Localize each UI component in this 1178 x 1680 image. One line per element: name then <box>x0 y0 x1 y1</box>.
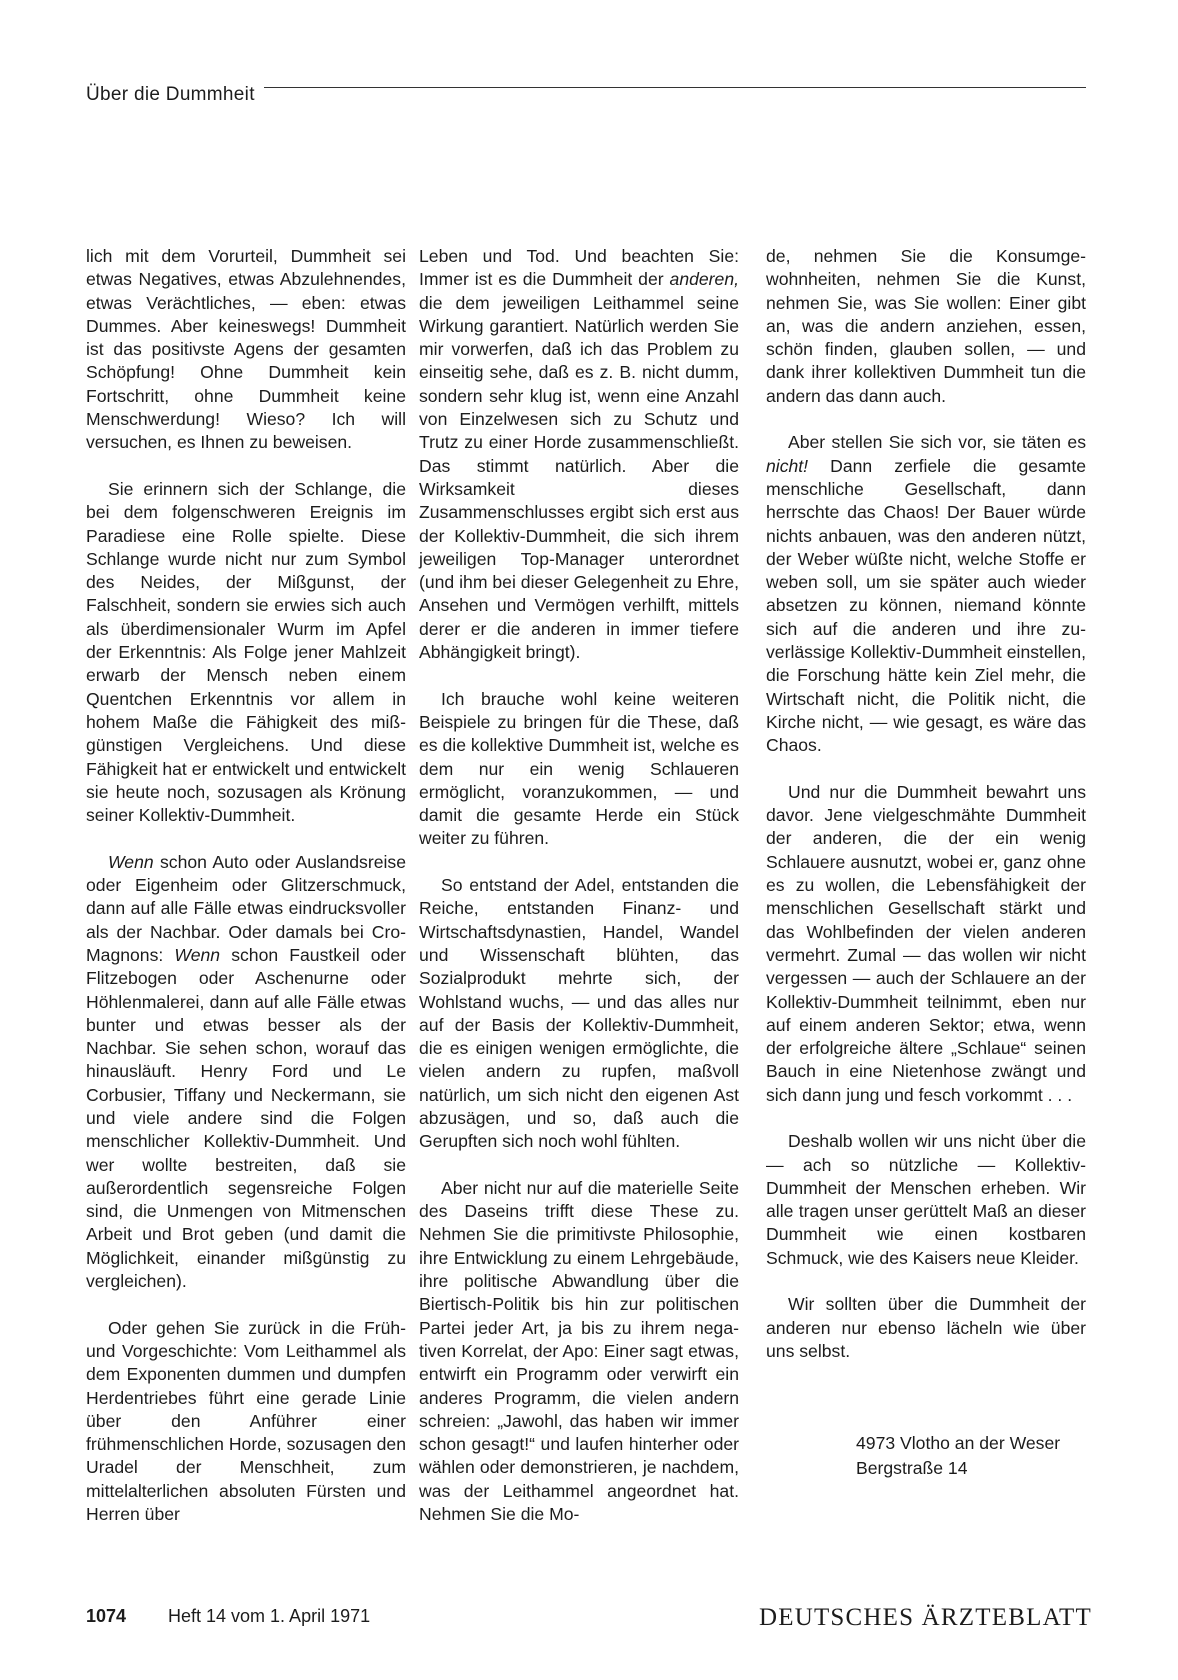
paragraph: Aber nicht nur auf die materielle Seite des Daseins trifft diese These zu. Nehmen Sie die primitivste Philosophie, ihre Entwicklung zu einem Lehrgebäude, ihre politische Abwandlung über die Biertisch-Politik bis hin zur politischen Partei jeder Art, ja bis zu ihrem negativen Korrelat, der Apo: Einer sagt etwas, entwirft ein Programm oder verwirft ein anderes Programm, die vielen andern schreien: „Jawohl, das haben wir immer schon gesagt!“ und laufen hinterher oder wählen oder demonstrieren, je nachdem, was der Leithammel angeordnet hat. Nehmen Sie die Mo- <box>419 1177 739 1525</box>
emphasis: Wenn <box>108 851 154 872</box>
text-column-3 <box>766 245 1086 1505</box>
issue-info: Heft 14 vom 1. April 1971 <box>168 1606 371 1626</box>
paragraph: lich mit dem Vorurteil, Dummheit sei etwas Negatives, etwas Abzulehnendes, etwas Verächtliches, — eben: etwas Dummes. Aber keineswegs! Dummheit ist das positivste Agens der gesamten Schöpfung! Ohne Dummheit kein Fortschritt, ohne Dummheit keine Menschwerdung! Wieso? Ich will versuchen, es Ihnen zu beweisen. <box>86 246 406 453</box>
page-footer <box>86 1604 1092 1638</box>
paragraph: Wenn schon Auto oder Auslandsreise oder Eigenheim oder Glitzerschmuck, dann auf alle Fälle etwas eindrucksvoller als der Nachbar. Oder damals bei Cro-Magnons: Wenn schon Faustkeil oder Flitzebogen oder Aschenurne oder Höhlenmalerei, dann auf alle Fälle etwas bunter und etwas besser als der Nachbar. Sie sehen schon, worauf das hinausläuft. Henry Ford und Le Corbusier, Tiffany und Neckermann, sie und viele andere sind die Folgen menschlicher Kollektiv-Dummheit. Und wer wollte bestreiten, daß sie außerordentlich segensreiche Folgen sind, die Unmengen von Mitmenschen Arbeit und Brot geben (und damit die Möglichkeit, einander mißgünstig zu vergleichen). <box>86 851 407 1292</box>
header-rule <box>264 87 1086 88</box>
emphasis: anderen, <box>669 269 739 290</box>
paragraph: de, nehmen Sie die Konsumgewohnheiten, nehmen Sie die Kunst, nehmen Sie, was Sie wollen: Einer gibt an, was die andern anziehen, essen, schön finden, glauben sollen, — und dank ihrer kollektiven Dummheit tun die andern das dann auch. <box>766 246 1086 406</box>
text-column-2 <box>419 245 739 1550</box>
paragraph: Ich brauche wohl keine weiteren Beispiele zu bringen für die These, daß es die kollektive Dummheit ist, welche es dem nur ein wenig Schlaueren ermöglicht, voranzukommen, — und damit die gesamte Herde ein Stück weiter zu führen. <box>419 688 739 849</box>
text-column-1 <box>86 245 406 1550</box>
paragraph: Und nur die Dummheit bewahrt uns davor. Jene vielgeschmähte Dummheit der anderen, die der ein wenig Schlauere ausnutzt, wobei er, ganz ohne es zu wollen, die Lebensfähigkeit der menschlichen Gesellschaft stärkt und das Wohlbefinden der vielen anderen vermehrt. Zumal — das wollen wir nicht vergessen — auch der Schlauere an der Kollektiv-Dummheit teilnimmt, eben nur auf einem anderen Sektor; etwa, wenn der erfolgreiche ältere „Schlaue“ seinen Bauch in eine Nietenhose zwängt und sich dann jung und fesch vorkommt . . . <box>766 781 1086 1105</box>
journal-name: DEUTSCHES ÄRZTEBLATT <box>758 1604 1092 1631</box>
address-line: Bergstraße 14 <box>856 1458 968 1479</box>
emphasis: Wenn <box>174 944 221 965</box>
running-header <box>86 84 1086 114</box>
paragraph: Leben und Tod. Und beachten Sie: Immer ist es die Dummheit der anderen, die dem jeweiligen Leithammel seine Wirkung garantiert. Natürlich werden Sie mir vorwerfen, daß ich das Problem zu einseitig sehe, daß es z. B. nicht dumm, sondern sehr klug ist, wenn eine Anzahl von Einzelwesen sich zu Schutz und Trutz zu einer Horde zusammenschließt. Das stimmt natürlich. Aber die Wirksamkeit dieses Zusammenschlusses ergibt sich erst aus der Kollektiv-Dummheit, die sich ihrem jeweiligen Top-Manager unterordnet (und ihm bei dieser Gelegenheit zu Ehre, Ansehen und Vermögen verhilft, mittels derer er die anderen in immer tiefere Abhängigkeit bringt). <box>419 246 739 663</box>
author-address <box>766 1431 1086 1481</box>
page-number: 1074 <box>86 1606 127 1626</box>
paragraph: Aber stellen Sie sich vor, sie täten es nicht! Dann zerfiele die gesamte menschliche Gesellschaft, dann herrschte das Chaos! Der Bauer würde nichts anbauen, was den anderen nützt, der Weber wüßte nicht, welche Stoffe er weben soll, um sie später auch wieder absetzen zu können, niemand könnte sich auf die anderen und ihre zuverlässige Kollektiv-Dummheit einstellen, die Forschung hätte kein Ziel mehr, die Wirtschaft nicht, die Politik nicht, die Kirche nicht, — wie gesagt, es wäre das Chaos. <box>766 432 1086 756</box>
paragraph: So entstand der Adel, entstanden die Reiche, entstanden Finanz- und Wirtschaftsdynastien, Handel, Wandel und Wissenschaft blühten, das Sozialprodukt mehrte sich, der Wohlstand wuchs, — und das alles nur auf der Basis der Kollektiv-Dummheit, die es einigen wenigen ermöglichte, die vielen andern zu rupfen, maßvoll natürlich, um sich nicht den eigenen Ast abzusägen, und so, daß auch die Gerupften sich noch wohl fühlten. <box>419 875 739 1152</box>
header-title: Über die Dummheit <box>86 84 255 105</box>
address-line: 4973 Vlotho an der Weser <box>856 1433 1061 1454</box>
paragraph: Oder gehen Sie zurück in die Früh- und Vorgeschichte: Vom Leithammel als dem Exponenten dummen und dumpfen Herdentriebes führt eine gerade Linie über den Anführer einer frühmenschlichen Horde, sozusagen den Uradel der Menschheit, zum mittelalterlichen absoluten Fürsten und Herren über <box>86 1317 406 1525</box>
paragraph: Deshalb wollen wir uns nicht über die — ach so nützliche — Kollektiv-Dummheit der Menschen erheben. Wir alle tragen unser gerüttelt Maß an dieser Dummheit wie einen kostbaren Schmuck, wie des Kaisers neue Kleider. <box>766 1131 1086 1268</box>
paragraph: Wir sollten über die Dummheit der anderen nur ebenso lächeln wie über uns selbst. <box>766 1294 1086 1361</box>
emphasis: nicht! <box>766 455 809 476</box>
paragraph: Sie erinnern sich der Schlange, die bei dem folgenschweren Ereignis im Paradiese eine Rolle spielte. Diese Schlange wurde nicht nur zum Symbol des Neides, der Mißgunst, der Falschheit, sondern sie erwies sich auch als überdimensionaler Wurm im Apfel der Erkenntnis: Als Folge jener Mahlzeit erwarb der Mensch neben einem Quentchen Erkenntnis vor allem in hohem Maße die Fähigkeit des mißgünstigen Vergleichens. Und diese Fähigkeit hat er entwickelt und entwickelt sie heute noch, sozusagen als Krönung seiner Kollektiv-Dummheit. <box>86 478 406 826</box>
